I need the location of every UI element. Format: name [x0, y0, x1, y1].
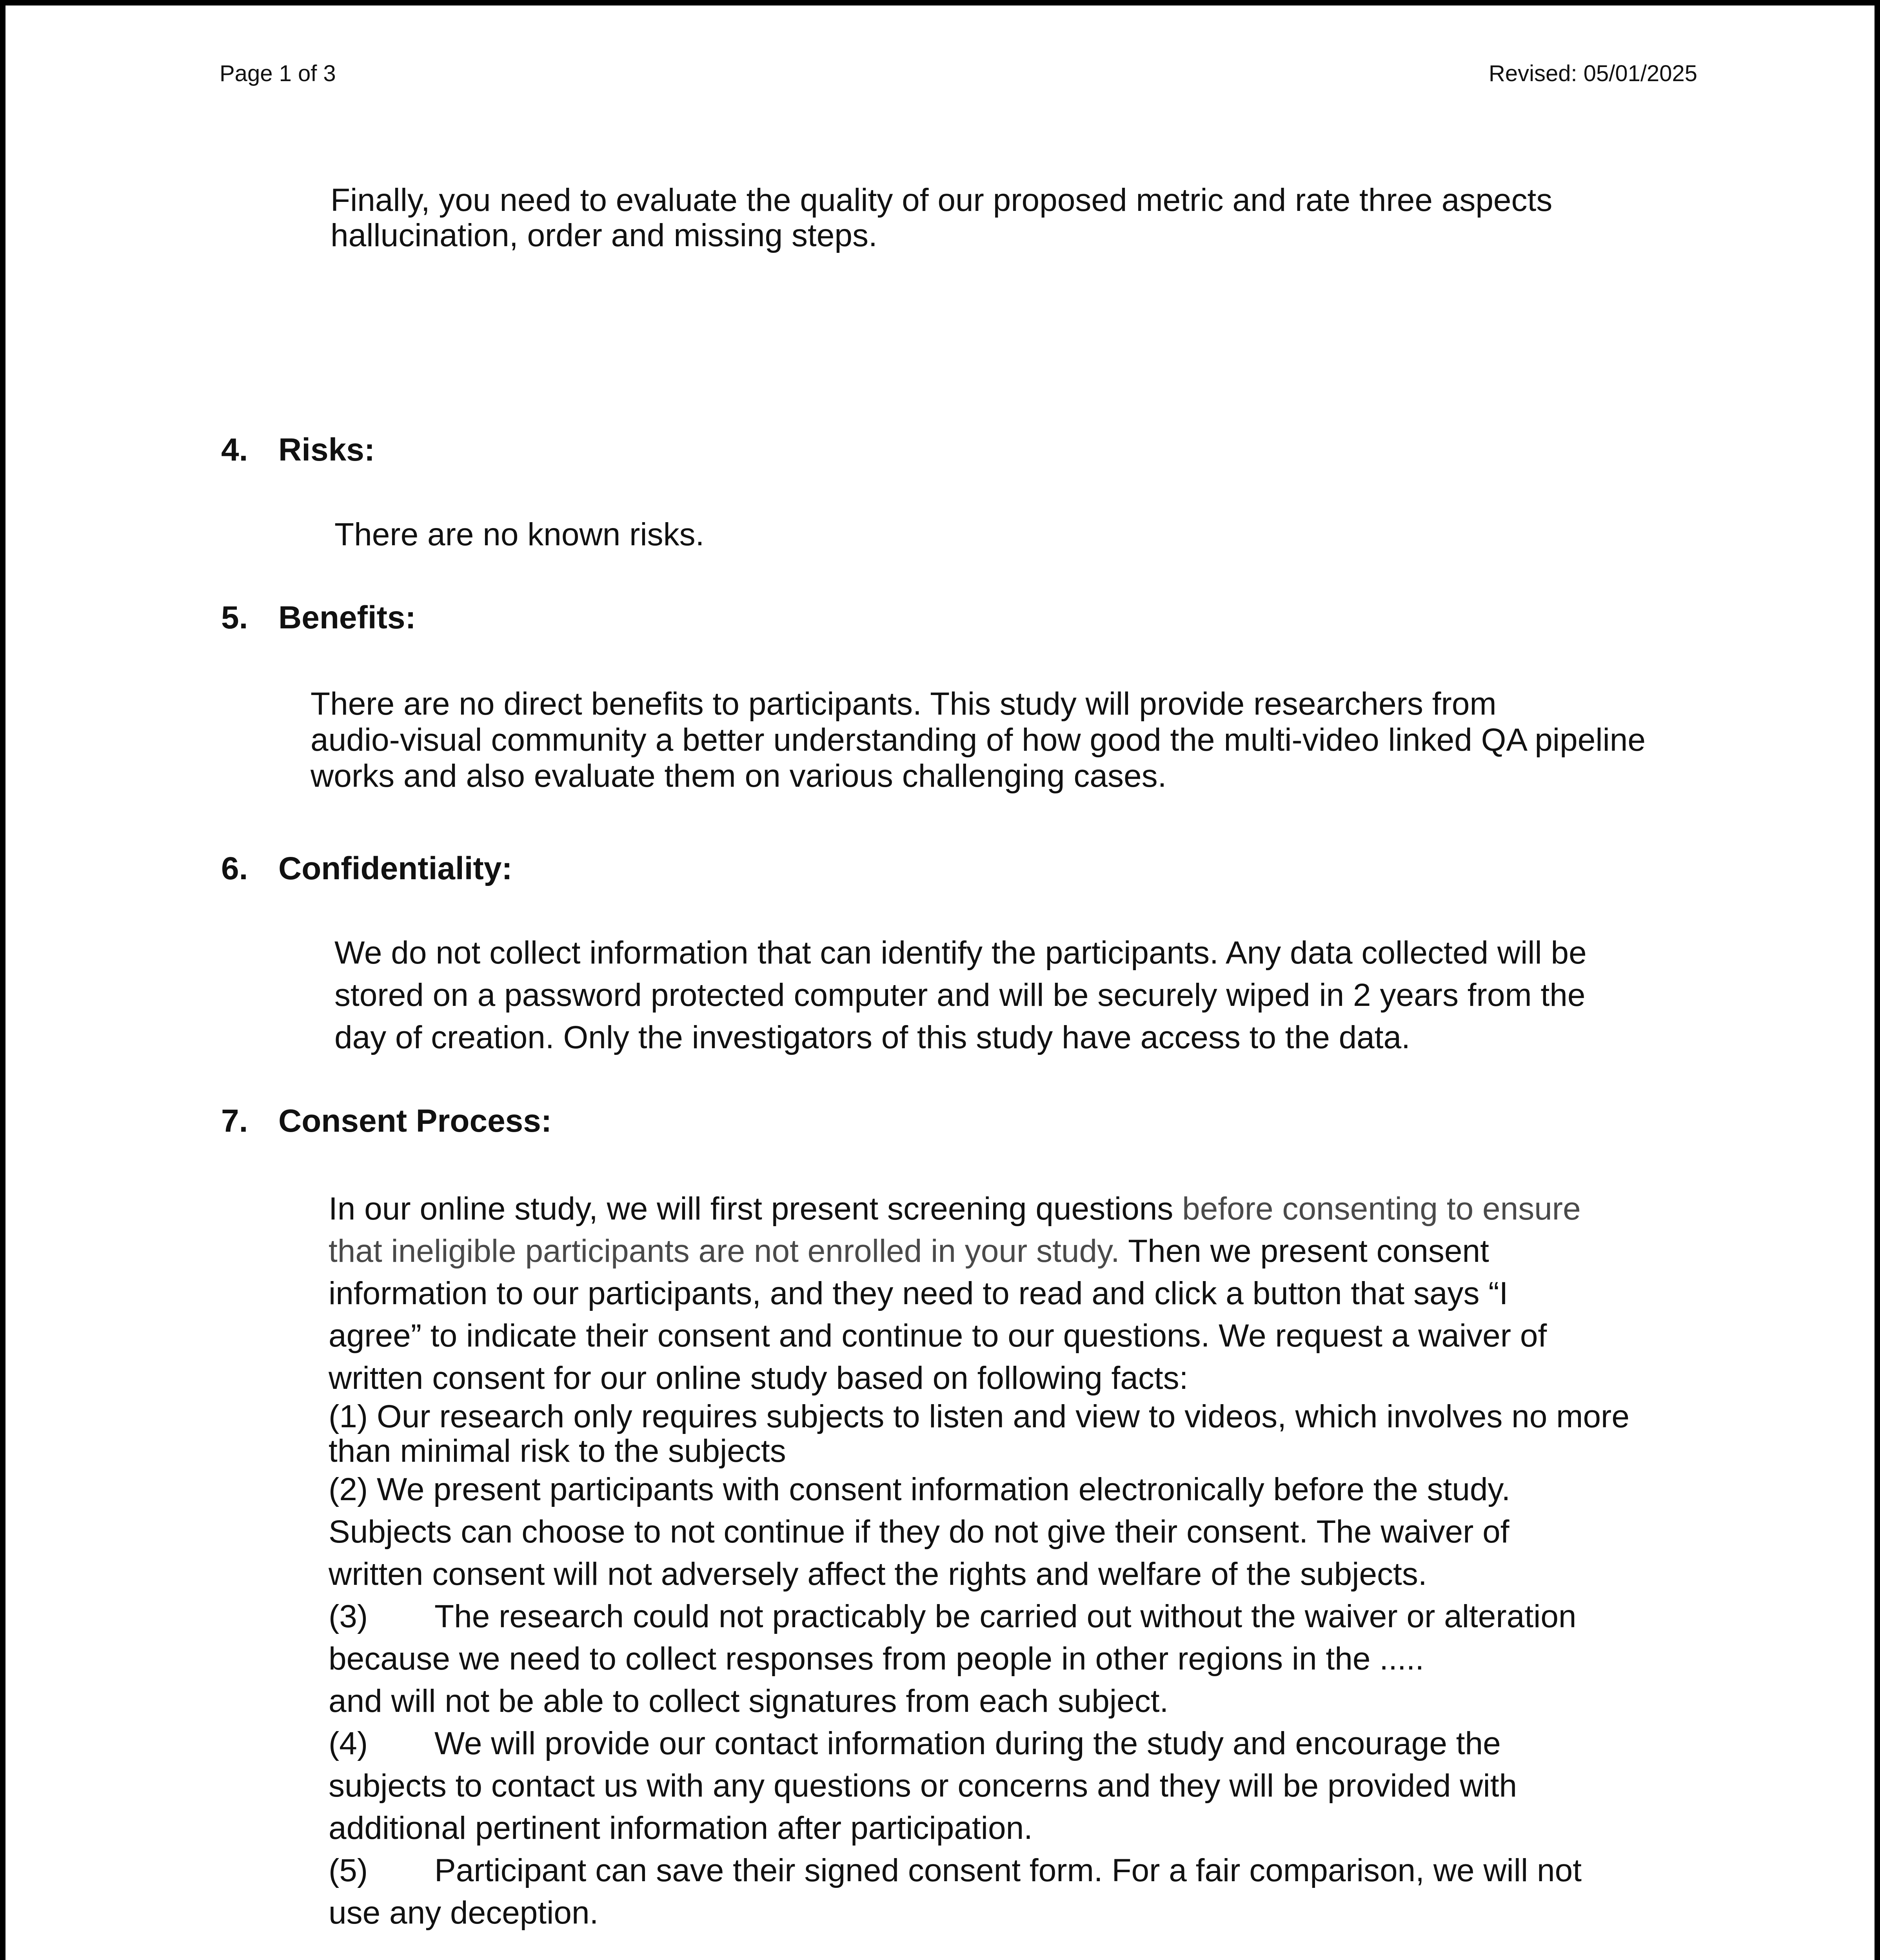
intro-line: Finally, you need to evaluate the quality of our proposed metric and rate three aspects: [331, 182, 1553, 218]
section-number: 4.: [221, 432, 248, 468]
benefits-line: works and also evaluate them on various challenging cases.: [311, 758, 1167, 794]
consent-line: information to our participants, and they need to read and click a button that says “I: [329, 1276, 1508, 1311]
consent-text-fragment: In our online study, we will first present screening questions: [329, 1191, 1182, 1227]
consent-line: (2) We present participants with consent information electronically before the study.: [329, 1472, 1511, 1507]
section-title: Confidentiality:: [278, 851, 512, 886]
consent-line: (1) Our research only requires subjects to listen and view to videos, which involves no more: [329, 1399, 1629, 1434]
consent-line: use any deception.: [329, 1895, 599, 1931]
section-title: Consent Process:: [278, 1103, 552, 1139]
list-number: (5): [329, 1853, 368, 1888]
benefits-line: audio-visual community a better understanding of how good the multi-video linked QA pipeline: [311, 722, 1646, 758]
consent-text-fragment: Participant can save their signed consent form. For a fair comparison, we will not: [434, 1853, 1582, 1888]
consent-line: written consent will not adversely affect the rights and welfare of the subjects.: [329, 1556, 1427, 1592]
section-number: 6.: [221, 851, 248, 886]
confidentiality-paragraph: [334, 932, 1707, 1059]
section-number: 7.: [221, 1103, 248, 1139]
risks-text: There are no known risks.: [334, 517, 705, 552]
consent-paragraph: [329, 1188, 1756, 1934]
consent-line: because we need to collect responses from people in other regions in the .....: [329, 1641, 1424, 1677]
intro-paragraph: [331, 183, 1734, 253]
consent-line: [329, 1230, 1756, 1272]
section-title: Benefits:: [278, 600, 416, 635]
consent-text-fragment: before consenting to ensure: [1182, 1191, 1581, 1227]
header-revised-date: Revised: 05/01/2025: [1488, 61, 1697, 86]
consent-text-fragment: Then we present consent: [1119, 1233, 1489, 1269]
consent-line: [329, 1595, 1756, 1638]
section-number: 5.: [221, 600, 248, 635]
consent-line: agree” to indicate their consent and continue to our questions. We request a waiver of: [329, 1318, 1547, 1354]
list-number: (3): [329, 1599, 368, 1634]
header-page-label: Page 1 of 3: [220, 61, 336, 86]
section-heading-risks: [221, 429, 375, 471]
risks-paragraph: [334, 514, 1707, 556]
section-heading-consent: [221, 1100, 552, 1142]
section-title: Risks:: [278, 432, 375, 468]
consent-line: Subjects can choose to not continue if they do not give their consent. The waiver of: [329, 1514, 1509, 1550]
intro-line: hallucination, order and missing steps.: [331, 218, 877, 253]
consent-text-fragment: We will provide our contact information during the study and encourage the: [434, 1726, 1501, 1761]
benefits-paragraph: [311, 686, 1730, 794]
consent-text-fragment: The research could not practicably be carried out without the waiver or alteration: [434, 1599, 1577, 1634]
confidentiality-line: We do not collect information that can identify the participants. Any data collected will be: [334, 935, 1587, 971]
confidentiality-line: stored on a password protected computer and will be securely wiped in 2 years from the: [334, 977, 1586, 1013]
consent-line: than minimal risk to the subjects: [329, 1433, 786, 1469]
section-heading-confidentiality: [221, 848, 512, 890]
list-number: (4): [329, 1726, 368, 1761]
consent-line: subjects to contact us with any questions or concerns and they will be provided with: [329, 1768, 1517, 1804]
consent-text-fragment: that ineligible participants are not enrolled in your study.: [329, 1233, 1120, 1269]
consent-line: [329, 1722, 1756, 1765]
consent-line: [329, 1188, 1756, 1230]
benefits-line: There are no direct benefits to participants. This study will provide researchers from: [311, 686, 1497, 722]
consent-line: additional pertinent information after participation.: [329, 1810, 1033, 1846]
confidentiality-line: day of creation. Only the investigators of this study have access to the data.: [334, 1020, 1410, 1055]
consent-line: written consent for our online study based on following facts:: [329, 1360, 1188, 1396]
section-heading-benefits: [221, 597, 416, 639]
consent-line: and will not be able to collect signatures from each subject.: [329, 1683, 1169, 1719]
consent-line: [329, 1849, 1756, 1892]
